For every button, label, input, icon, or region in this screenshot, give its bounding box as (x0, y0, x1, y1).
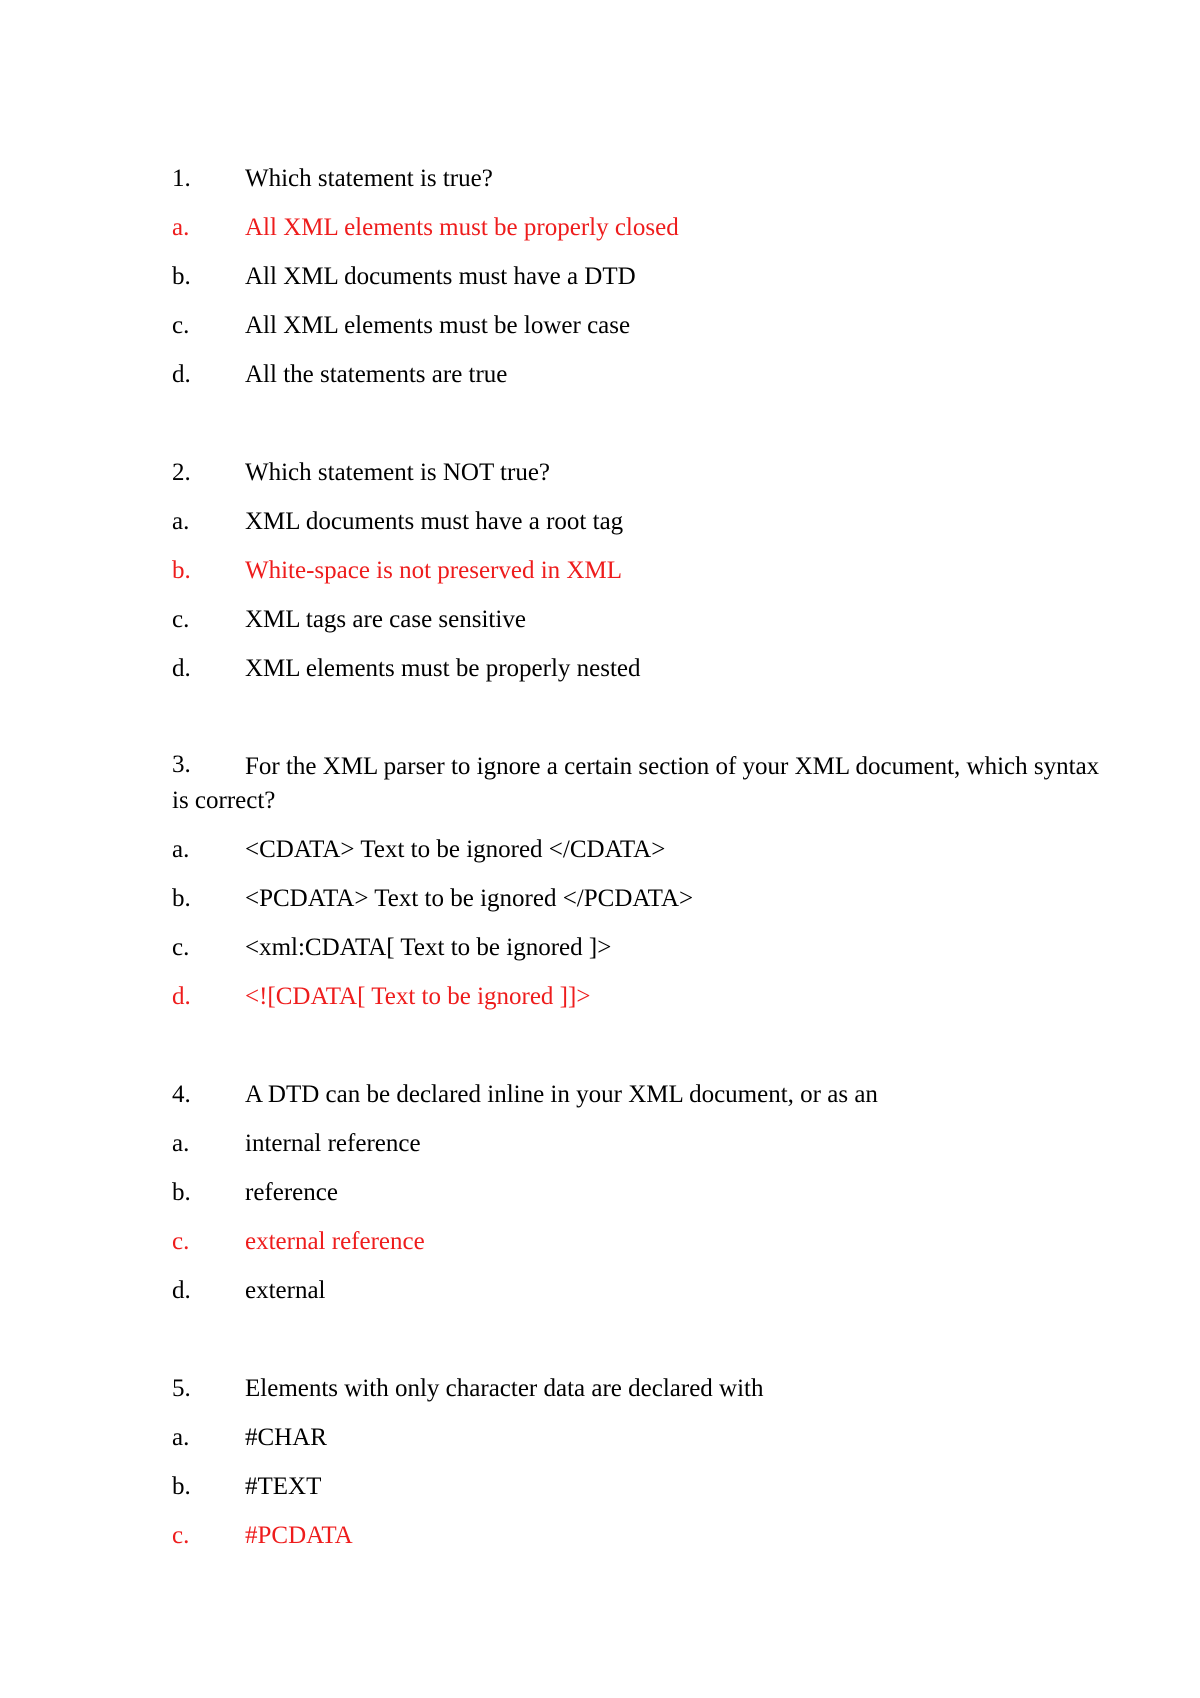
question-number: 1. (172, 165, 191, 192)
option-letter: b. (172, 557, 191, 584)
option-text: reference (245, 1179, 338, 1206)
option-text: #TEXT (245, 1473, 322, 1500)
option-letter: a. (172, 836, 190, 863)
option-letter: b. (172, 885, 191, 912)
question-number: 2. (172, 459, 191, 486)
option-letter: d. (172, 983, 191, 1010)
option-letter: a. (172, 1130, 190, 1157)
question-number: 5. (172, 1375, 191, 1402)
option-letter: a. (172, 214, 190, 241)
option-letter: a. (172, 1424, 190, 1451)
option-letter: d. (172, 361, 191, 388)
option-text: <PCDATA> Text to be ignored </PCDATA> (245, 885, 694, 912)
option-text: #PCDATA (245, 1522, 353, 1549)
option-letter: d. (172, 1277, 191, 1304)
question-number: 3. (172, 751, 191, 778)
option-text: external reference (245, 1228, 425, 1255)
option-letter: c. (172, 1522, 190, 1549)
option-text: White-space is not preserved in XML (245, 557, 622, 584)
option-text: XML documents must have a root tag (245, 508, 624, 535)
option-text: All the statements are true (245, 361, 508, 388)
option-letter: c. (172, 606, 190, 633)
option-letter: c. (172, 934, 190, 961)
question-prompt: Elements with only character data are declared with (245, 1375, 764, 1402)
question-number: 4. (172, 1081, 191, 1108)
option-letter: d. (172, 655, 191, 682)
option-text: <xml:CDATA[ Text to be ignored ]> (245, 934, 612, 961)
option-letter: c. (172, 1228, 190, 1255)
question-prompt: A DTD can be declared inline in your XML document, or as an (245, 1081, 878, 1108)
question-prompt: For the XML parser to ignore a certain section of your XML document, which syntax is correct? (172, 753, 1100, 814)
option-text: All XML documents must have a DTD (245, 263, 636, 290)
option-text: external (245, 1277, 326, 1304)
option-text: <CDATA> Text to be ignored </CDATA> (245, 836, 666, 863)
option-letter: b. (172, 263, 191, 290)
question-prompt: Which statement is NOT true? (245, 459, 551, 486)
option-text: All XML elements must be lower case (245, 312, 631, 339)
option-text: XML tags are case sensitive (245, 606, 526, 633)
option-text: XML elements must be properly nested (245, 655, 641, 682)
question-prompt: Which statement is true? (245, 165, 493, 192)
option-letter: b. (172, 1473, 191, 1500)
option-text: #CHAR (245, 1424, 327, 1451)
option-letter: b. (172, 1179, 191, 1206)
option-letter: a. (172, 508, 190, 535)
option-text: All XML elements must be properly closed (245, 214, 679, 241)
option-letter: c. (172, 312, 190, 339)
option-text: <![CDATA[ Text to be ignored ]]> (245, 983, 591, 1010)
option-text: internal reference (245, 1130, 421, 1157)
